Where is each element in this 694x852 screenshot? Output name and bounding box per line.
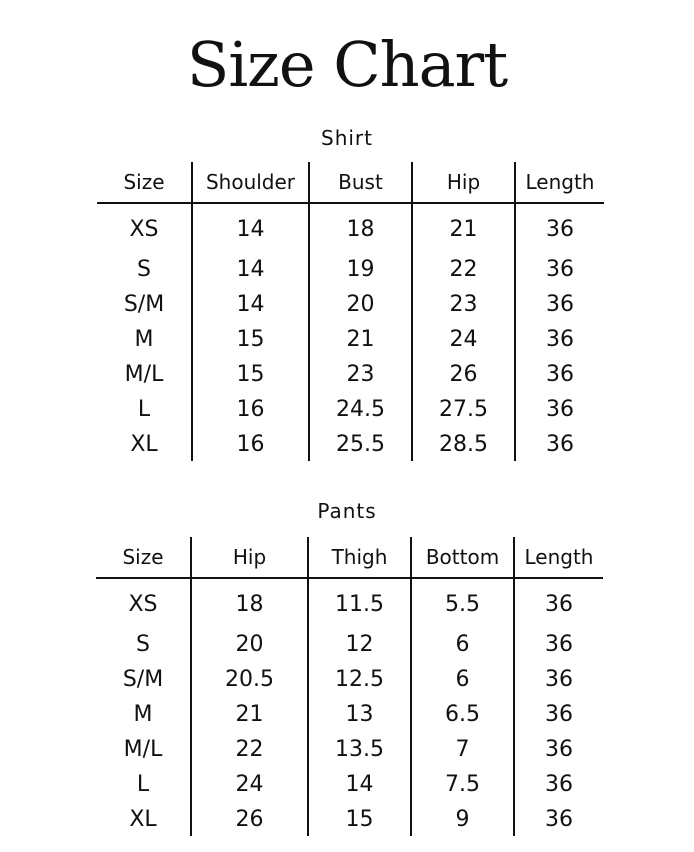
- table-row: [96, 662, 603, 697]
- pants-size-table: [96, 537, 603, 836]
- table-cell: M: [134, 327, 154, 352]
- table-cell: 15: [192, 357, 309, 392]
- table-cell: L: [137, 397, 151, 422]
- table-cell: 36: [515, 322, 604, 357]
- pants-header-bottom: Bottom: [411, 537, 514, 578]
- table-cell: 24.5: [309, 392, 412, 427]
- pants-section-title: Pants: [317, 499, 377, 523]
- table-cell: 7.5: [411, 767, 514, 802]
- table-cell: 36: [514, 802, 603, 836]
- table-cell: 20: [191, 627, 308, 662]
- shirt-header-length: Length: [515, 162, 604, 203]
- table-cell: XS: [129, 216, 159, 242]
- table-cell: 20: [309, 287, 412, 322]
- table-cell: XL: [130, 431, 158, 457]
- table-row: [96, 732, 603, 767]
- table-cell: M/L: [124, 362, 164, 387]
- pants-header-row: [96, 537, 603, 578]
- table-cell: 36: [515, 287, 604, 322]
- table-cell: 36: [514, 767, 603, 802]
- table-cell: 27.5: [412, 392, 515, 427]
- table-cell: S: [137, 257, 151, 282]
- table-cell: 26: [191, 802, 308, 836]
- table-cell: S: [136, 632, 150, 657]
- table-cell: 20.5: [191, 662, 308, 697]
- shirt-header-row: [97, 162, 604, 203]
- table-row: [97, 392, 604, 427]
- table-cell: 24: [191, 767, 308, 802]
- shirt-header-shoulder: Shoulder: [192, 162, 309, 203]
- table-cell: 13.5: [308, 732, 411, 767]
- table-cell: 23: [309, 357, 412, 392]
- table-row: [96, 802, 603, 836]
- table-cell: 14: [192, 203, 309, 252]
- table-cell: 36: [514, 627, 603, 662]
- table-cell: 19: [309, 252, 412, 287]
- table-cell: L: [136, 772, 150, 797]
- table-cell: 12.5: [308, 662, 411, 697]
- table-cell: 7: [411, 732, 514, 767]
- table-cell: 25.5: [309, 427, 412, 461]
- table-row: [97, 252, 604, 287]
- table-cell: XL: [129, 806, 157, 832]
- table-cell: 21: [309, 322, 412, 357]
- table-cell: 9: [411, 802, 514, 836]
- table-cell: 24: [412, 322, 515, 357]
- table-cell: 36: [515, 357, 604, 392]
- table-cell: 14: [192, 252, 309, 287]
- table-row: [97, 203, 604, 252]
- table-cell: XS: [128, 591, 158, 617]
- table-cell: S/M: [122, 667, 164, 692]
- table-cell: 26: [412, 357, 515, 392]
- pants-header-thigh: Thigh: [308, 537, 411, 578]
- table-cell: S/M: [123, 292, 165, 317]
- table-cell: 14: [192, 287, 309, 322]
- table-cell: 15: [308, 802, 411, 836]
- pants-header-hip: Hip: [191, 537, 308, 578]
- table-cell: 16: [192, 427, 309, 461]
- table-cell: 21: [412, 203, 515, 252]
- table-cell: 15: [192, 322, 309, 357]
- shirt-section-title: Shirt: [321, 126, 373, 150]
- shirt-header-size: Size: [97, 162, 192, 203]
- table-cell: 11.5: [308, 578, 411, 627]
- shirt-header-hip: Hip: [412, 162, 515, 203]
- table-row: [96, 627, 603, 662]
- table-row: [97, 427, 604, 461]
- table-row: [96, 767, 603, 802]
- table-cell: 23: [412, 287, 515, 322]
- table-cell: 18: [309, 203, 412, 252]
- table-cell: 22: [191, 732, 308, 767]
- table-cell: M/L: [123, 737, 163, 762]
- table-cell: 13: [308, 697, 411, 732]
- table-row: [97, 322, 604, 357]
- table-cell: 21: [191, 697, 308, 732]
- table-cell: M: [133, 702, 153, 727]
- table-cell: 6: [411, 627, 514, 662]
- table-cell: 36: [514, 578, 603, 627]
- table-cell: 6: [411, 662, 514, 697]
- table-cell: 22: [412, 252, 515, 287]
- table-cell: 36: [514, 662, 603, 697]
- table-cell: 14: [308, 767, 411, 802]
- table-cell: 28.5: [412, 427, 515, 461]
- table-cell: 16: [192, 392, 309, 427]
- table-row: [96, 578, 603, 627]
- table-cell: 36: [515, 203, 604, 252]
- table-cell: 6.5: [411, 697, 514, 732]
- table-cell: 36: [514, 697, 603, 732]
- table-row: [96, 697, 603, 732]
- table-cell: 36: [515, 392, 604, 427]
- table-cell: 5.5: [411, 578, 514, 627]
- table-cell: 36: [514, 732, 603, 767]
- shirt-size-table: [97, 162, 604, 461]
- table-row: [97, 357, 604, 392]
- table-cell: 36: [515, 252, 604, 287]
- pants-header-size: Size: [96, 537, 191, 578]
- table-cell: 36: [515, 427, 604, 461]
- table-row: [97, 287, 604, 322]
- page-title: Size Chart: [186, 28, 508, 101]
- table-cell: 12: [308, 627, 411, 662]
- pants-header-length: Length: [514, 537, 603, 578]
- table-cell: 18: [191, 578, 308, 627]
- shirt-header-bust: Bust: [309, 162, 412, 203]
